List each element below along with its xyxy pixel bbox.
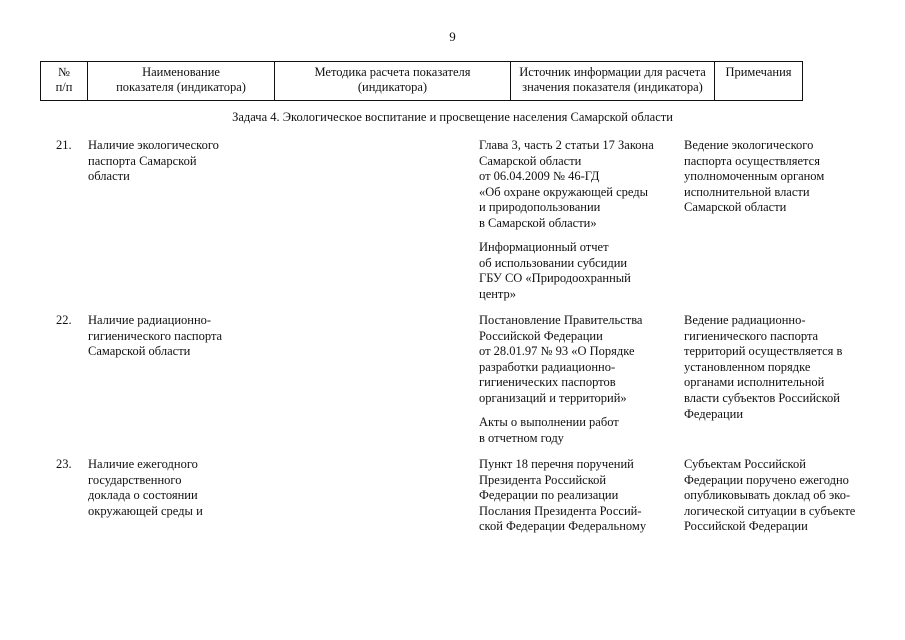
row-23-source-1: Пункт 18 перечня поручений Президента Российской Федерации по реализации Послания Президента Россий- ской Федерации Федеральному	[479, 457, 647, 534]
row-22-notes: Ведение радиационно- гигиенического паспорта территорий осуществляется в установленном порядке органами исполнительной власти субъектов Российской Федерации	[684, 313, 843, 421]
row-22-source-2: Акты о выполнении работ в отчетном году	[479, 415, 619, 445]
header-method	[274, 62, 510, 100]
header-name	[87, 62, 274, 100]
row-22-name: Наличие радиационно- гигиенического паспорта Самарской области	[88, 313, 223, 359]
row-22-number: 22.	[56, 313, 72, 327]
header-notes	[714, 62, 803, 100]
row-23-notes: Субъектам Российской Федерации поручено ежегодно опубликовывать доклад об эко- логической ситуации в субъекте Российской Федерации	[684, 457, 856, 534]
row-21-name: Наличие экологического паспорта Самарской области	[88, 138, 219, 184]
header-method-label: Методика расчета показателя (индикатора)	[314, 65, 471, 94]
header-num	[40, 62, 87, 100]
row-22-source-1: Постановление Правительства Российской Федерации от 28.01.97 № 93 «О Порядке разработки радиационно- гигиенических паспортов организаций и территорий»	[479, 313, 643, 405]
row-21-notes: Ведение экологического паспорта осуществляется уполномоченным органом исполнительной власти Самарской области	[684, 138, 825, 215]
row-23-name: Наличие ежегодного государственного доклада о состоянии окружающей среды и	[88, 457, 203, 518]
row-23-number: 23.	[56, 457, 72, 471]
row-21-number: 21.	[56, 138, 72, 152]
header-num-label: № п/п	[55, 65, 73, 94]
header-source-label: Источник информации для расчета значения показателя (индикатора)	[519, 65, 706, 94]
header-notes-label: Примечания	[725, 65, 792, 79]
header-source	[510, 62, 714, 100]
row-21-source-2: Информационный отчет об использовании субсидии ГБУ СО «Природоохранный центр»	[479, 240, 631, 301]
table-header	[40, 61, 803, 101]
task-title: Задача 4. Экологическое воспитание и просвещение населения Самарской области	[232, 110, 673, 124]
row-21-source-1: Глава 3, часть 2 статьи 17 Закона Самарской области от 06.04.2009 № 46-ГД «Об охране окружающей среды и природопользовании в Самарской области»	[479, 138, 654, 230]
header-name-label: Наименование показателя (индикатора)	[116, 65, 246, 94]
page-number: 9	[449, 29, 456, 44]
